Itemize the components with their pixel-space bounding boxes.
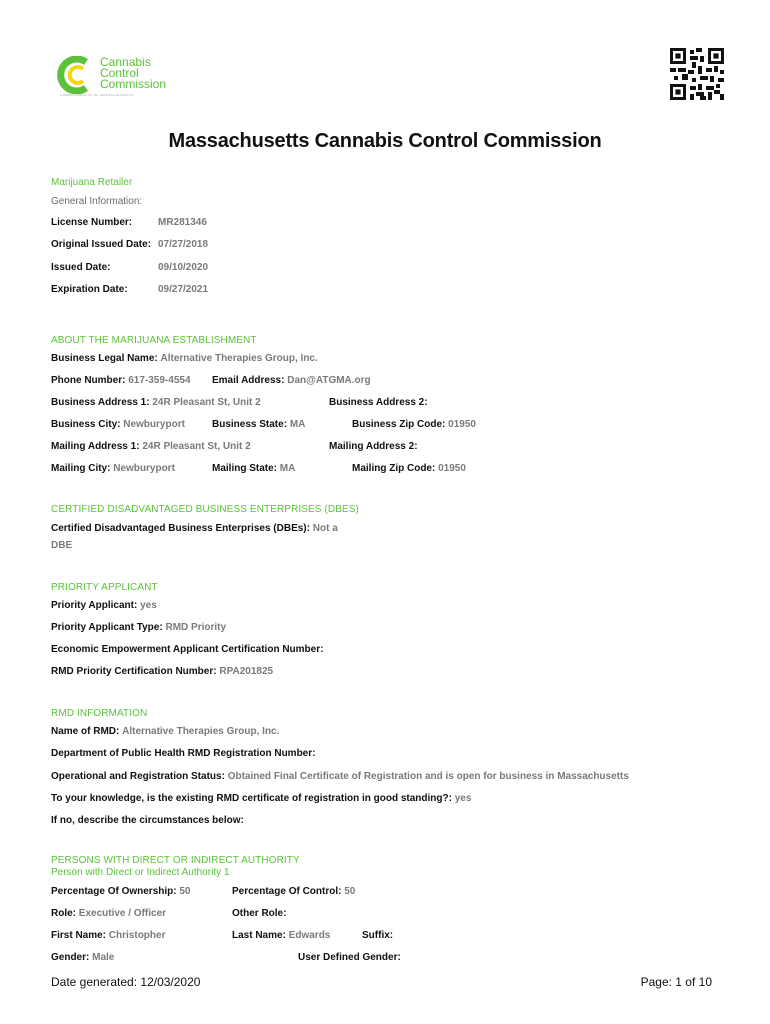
expiration-date-value: 09/27/2021 bbox=[158, 284, 209, 295]
mailing2-label: Mailing Address 2: bbox=[329, 441, 418, 452]
mailing1-value: 24R Pleasant St, Unit 2 bbox=[142, 441, 251, 452]
date-generated: Date generated: 12/03/2020 bbox=[51, 975, 201, 989]
role-label: Role: bbox=[51, 908, 76, 919]
license-number-label: License Number: bbox=[51, 217, 133, 228]
legal-name-row bbox=[51, 353, 318, 364]
address1-label: Business Address 1: bbox=[51, 397, 150, 408]
qr-code-icon bbox=[670, 48, 724, 100]
logo-text-line3: Commission bbox=[100, 77, 167, 91]
mailing-state-value: MA bbox=[279, 463, 296, 474]
dph-row bbox=[51, 748, 315, 759]
original-issued-value: 07/27/2018 bbox=[158, 239, 209, 250]
rmd-cert-label: RMD Priority Certification Number: bbox=[51, 666, 217, 677]
rmd-name-label: Name of RMD: bbox=[51, 726, 120, 737]
user-gender-label: User Defined Gender: bbox=[298, 952, 401, 963]
gender-row bbox=[51, 952, 114, 963]
issued-date-label: Issued Date: bbox=[51, 262, 111, 273]
mailing-zip-row bbox=[352, 463, 466, 474]
rmd-cert-value: RPA201825 bbox=[219, 666, 274, 677]
suffix-label: Suffix: bbox=[362, 930, 394, 941]
city-value: Newburyport bbox=[123, 419, 185, 430]
rmd-cert-row bbox=[51, 666, 273, 677]
circumstances-label: If no, describe the circumstances below: bbox=[51, 815, 244, 826]
city-label: Business City: bbox=[51, 419, 121, 430]
mailing1-label: Mailing Address 1: bbox=[51, 441, 140, 452]
mailing-zip-label: Mailing Zip Code: bbox=[352, 463, 436, 474]
city-row bbox=[51, 419, 185, 430]
state-label: Business State: bbox=[212, 419, 288, 430]
role-value: Executive / Officer bbox=[78, 908, 167, 919]
first-name-label: First Name: bbox=[51, 930, 107, 941]
other-role-row bbox=[232, 908, 286, 919]
dbe-value-line1: Not a bbox=[312, 523, 338, 534]
mailing2-row bbox=[329, 441, 418, 452]
control-value: 50 bbox=[344, 886, 356, 897]
suffix-row bbox=[362, 930, 393, 941]
first-name-value: Christopher bbox=[108, 930, 166, 941]
license-number-value: MR281346 bbox=[158, 217, 207, 228]
priority-applicant-row bbox=[51, 600, 157, 611]
issued-date-value: 09/10/2020 bbox=[158, 262, 209, 273]
priority-type-value: RMD Priority bbox=[165, 622, 227, 633]
first-name-row bbox=[51, 930, 165, 941]
commission-logo-icon bbox=[56, 56, 98, 94]
email-label: Email Address: bbox=[212, 375, 285, 386]
email-row bbox=[212, 375, 371, 386]
mailing-zip-value: 01950 bbox=[438, 463, 466, 474]
user-gender-row bbox=[298, 952, 401, 963]
rmd-heading: RMD INFORMATION bbox=[51, 708, 148, 719]
original-issued-label: Original Issued Date: bbox=[51, 239, 152, 250]
ee-label: Economic Empowerment Applicant Certification Number: bbox=[51, 644, 324, 655]
persons-subheading: Person with Direct or Indirect Authority 1 bbox=[51, 867, 230, 878]
mailing-city-row bbox=[51, 463, 175, 474]
mailing1-row bbox=[51, 441, 251, 452]
legal-name-label: Business Legal Name: bbox=[51, 353, 158, 364]
priority-applicant-value: yes bbox=[140, 600, 157, 611]
logo-text-line1: Cannabis bbox=[100, 55, 151, 69]
mailing-city-label: Mailing City: bbox=[51, 463, 111, 474]
expiration-date-label: Expiration Date: bbox=[51, 284, 128, 295]
priority-heading: PRIORITY APPLICANT bbox=[51, 582, 158, 593]
ee-row bbox=[51, 644, 323, 655]
phone-value: 617-359-4554 bbox=[128, 375, 191, 386]
standing-label: To your knowledge, is the existing RMD certificate of registration in good standing?: bbox=[51, 793, 452, 804]
mailing-state-row bbox=[212, 463, 295, 474]
rmd-name-row bbox=[51, 726, 279, 737]
phone-row bbox=[51, 375, 191, 386]
ownership-label: Percentage Of Ownership: bbox=[51, 886, 177, 897]
state-value: MA bbox=[289, 419, 306, 430]
legal-name-value: Alternative Therapies Group, Inc. bbox=[160, 353, 318, 364]
email-value: Dan@ATGMA.org bbox=[287, 375, 371, 386]
last-name-value: Edwards bbox=[288, 930, 331, 941]
rmd-name-value: Alternative Therapies Group, Inc. bbox=[122, 726, 280, 737]
priority-type-row bbox=[51, 622, 226, 633]
circumstances-row bbox=[51, 815, 244, 826]
phone-label: Phone Number: bbox=[51, 375, 126, 386]
priority-applicant-label: Priority Applicant: bbox=[51, 600, 138, 611]
dbe-heading: CERTIFIED DISADVANTAGED BUSINESS ENTERPRISES (DBES) bbox=[51, 504, 359, 515]
zip-label: Business Zip Code: bbox=[352, 419, 446, 430]
status-value: Obtained Final Certificate of Registration and is open for business in Massachusetts bbox=[227, 771, 629, 782]
address1-row bbox=[51, 397, 261, 408]
control-label: Percentage Of Control: bbox=[232, 886, 342, 897]
state-row bbox=[212, 419, 305, 430]
ownership-row bbox=[51, 886, 191, 897]
logo-text-line2: Control bbox=[100, 66, 139, 80]
page-title: Massachusetts Cannabis Control Commission bbox=[168, 130, 602, 152]
commission-logo bbox=[56, 56, 186, 100]
general-info-heading: General Information: bbox=[51, 196, 143, 207]
dbe-row bbox=[51, 523, 338, 534]
mailing-state-label: Mailing State: bbox=[212, 463, 278, 474]
address1-value: 24R Pleasant St, Unit 2 bbox=[152, 397, 261, 408]
status-row bbox=[51, 771, 629, 782]
zip-value: 01950 bbox=[448, 419, 476, 430]
status-label: Operational and Registration Status: bbox=[51, 771, 225, 782]
persons-heading: PERSONS WITH DIRECT OR INDIRECT AUTHORITY bbox=[51, 855, 300, 866]
dph-label: Department of Public Health RMD Registration Number: bbox=[51, 748, 316, 759]
page-number: Page: 1 of 10 bbox=[640, 975, 712, 989]
address2-label: Business Address 2: bbox=[329, 397, 428, 408]
last-name-label: Last Name: bbox=[232, 930, 286, 941]
dbe-value-line2: DBE bbox=[51, 540, 73, 551]
control-row bbox=[232, 886, 355, 897]
last-name-row bbox=[232, 930, 330, 941]
license-type: Marijuana Retailer bbox=[51, 177, 133, 188]
role-row bbox=[51, 908, 166, 919]
gender-value: Male bbox=[92, 952, 115, 963]
ownership-value: 50 bbox=[179, 886, 191, 897]
logo-tagline: COMMONWEALTH OF MASSACHUSETTS bbox=[60, 93, 134, 97]
mailing-city-value: Newburyport bbox=[113, 463, 175, 474]
dbe-label: Certified Disadvantaged Business Enterprises (DBEs): bbox=[51, 523, 310, 534]
priority-type-label: Priority Applicant Type: bbox=[51, 622, 163, 633]
address2-row bbox=[329, 397, 428, 408]
other-role-label: Other Role: bbox=[232, 908, 287, 919]
establishment-heading: ABOUT THE MARIJUANA ESTABLISHMENT bbox=[51, 335, 257, 346]
standing-row bbox=[51, 793, 471, 804]
standing-value: yes bbox=[454, 793, 472, 804]
gender-label: Gender: bbox=[51, 952, 90, 963]
zip-row bbox=[352, 419, 476, 430]
